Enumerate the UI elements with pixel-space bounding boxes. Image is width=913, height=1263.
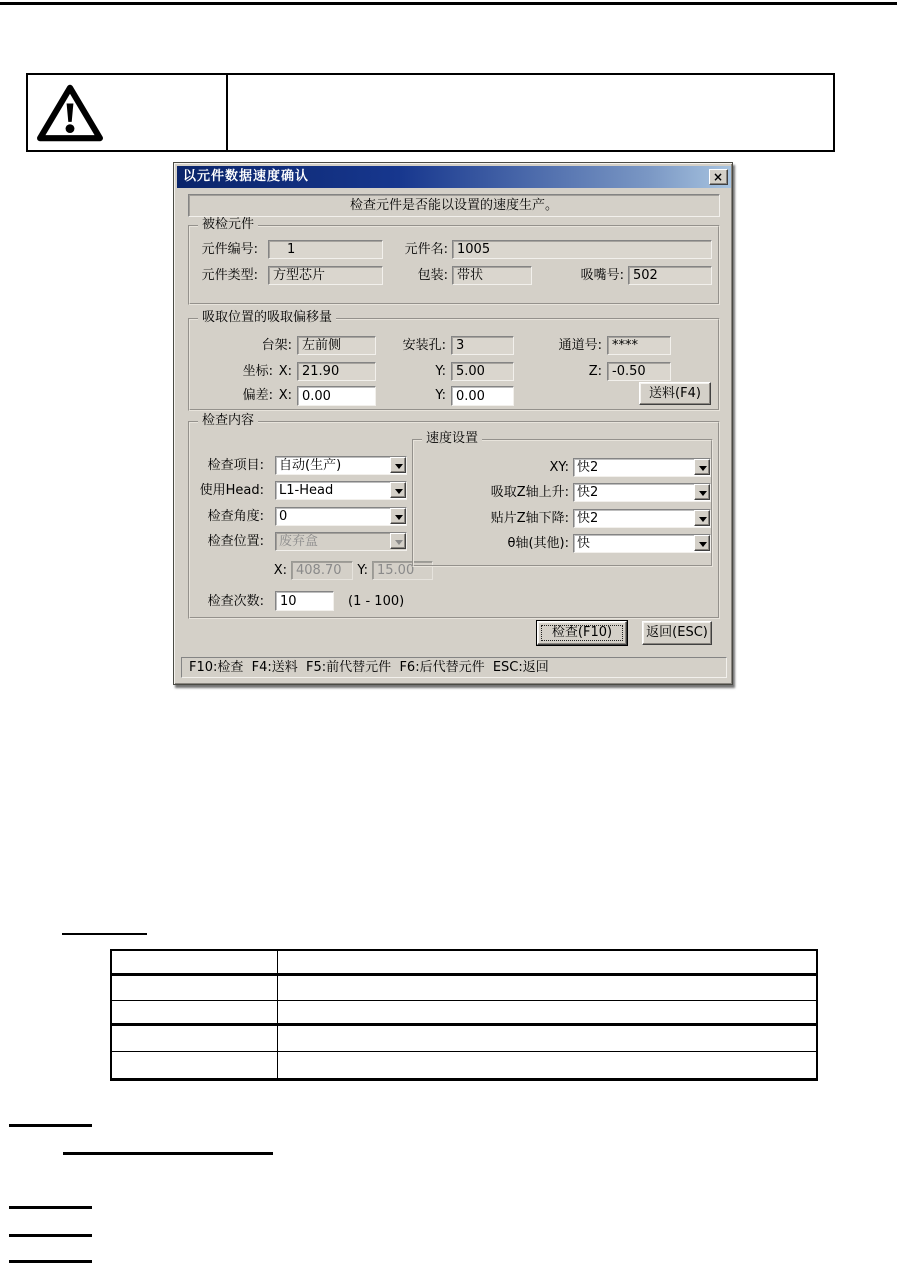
footnote-underline bbox=[63, 1152, 273, 1155]
table-cell bbox=[112, 1026, 278, 1051]
offset-y-input[interactable] bbox=[451, 386, 514, 406]
table-row bbox=[112, 1052, 816, 1078]
table-row bbox=[112, 1001, 816, 1026]
coord-z-field[interactable]: -0.50 bbox=[607, 362, 671, 381]
footnote-underline bbox=[9, 1206, 92, 1209]
offset-label: 偏差: bbox=[242, 388, 273, 403]
table-cell bbox=[278, 976, 816, 1000]
table-row bbox=[112, 976, 816, 1001]
group-check-title: 检查内容 bbox=[198, 414, 258, 428]
feed-button[interactable]: 送料(F4) bbox=[639, 382, 711, 405]
page-top-rule bbox=[0, 2, 897, 5]
speed-pickz-label: 吸取Z轴上升: bbox=[490, 485, 569, 500]
dialog-statusbar: F10:检查 F4:送料 F5:前代替元件 F6:后代替元件 ESC:返回 bbox=[181, 657, 727, 678]
check-item-label: 检查项目: bbox=[207, 458, 264, 473]
group-speed-settings bbox=[412, 431, 713, 567]
coord-y-field[interactable]: 5.00 bbox=[451, 362, 514, 381]
group-pickup-title: 吸取位置的吸取偏移量 bbox=[198, 311, 336, 325]
speed-theta-combo[interactable] bbox=[573, 534, 711, 553]
table-cell bbox=[278, 1026, 816, 1051]
channel-label: 通道号: bbox=[558, 338, 602, 353]
table-cell bbox=[112, 976, 278, 1000]
use-head-combo[interactable] bbox=[275, 481, 407, 500]
part-name-field[interactable]: 1005 bbox=[452, 240, 712, 259]
speed-xy-combo[interactable] bbox=[573, 458, 711, 477]
pos-y-field: 15.00 bbox=[372, 561, 433, 580]
check-angle-combo[interactable] bbox=[275, 507, 407, 526]
mount-hole-field[interactable]: 3 bbox=[451, 336, 514, 355]
check-position-label: 检查位置: bbox=[207, 534, 264, 549]
offset-x-label: X: bbox=[278, 388, 292, 403]
coord-label: 坐标: bbox=[242, 364, 273, 379]
footnote-underline bbox=[9, 1234, 92, 1237]
check-button[interactable]: 检查(F10) bbox=[537, 621, 627, 645]
table-row bbox=[112, 1026, 816, 1052]
chevron-down-icon[interactable] bbox=[694, 459, 710, 475]
check-count-input[interactable] bbox=[275, 591, 334, 611]
speed-pickz-combo[interactable] bbox=[573, 483, 711, 502]
package-field[interactable]: 带状 bbox=[452, 266, 532, 285]
channel-field[interactable]: **** bbox=[607, 336, 671, 355]
chevron-down-icon[interactable] bbox=[390, 482, 406, 498]
part-no-label: 元件编号: bbox=[201, 242, 258, 257]
speed-xy-value: 快2 bbox=[577, 460, 599, 475]
check-item-combo[interactable] bbox=[275, 456, 407, 475]
chevron-down-icon[interactable] bbox=[390, 457, 406, 473]
stage-label: 台架: bbox=[261, 338, 292, 353]
table-cell bbox=[112, 1001, 278, 1023]
part-name-label: 元件名: bbox=[404, 242, 448, 257]
group-inspected-component bbox=[188, 217, 720, 305]
mount-hole-label: 安装孔: bbox=[402, 338, 446, 353]
footnote-underline bbox=[9, 1124, 92, 1127]
speed-theta-label: θ轴(其他): bbox=[507, 536, 569, 551]
check-angle-value: 0 bbox=[279, 509, 288, 524]
dialog-title: 以元件数据速度确认 bbox=[183, 169, 310, 184]
nozzle-no-field[interactable]: 502 bbox=[628, 266, 712, 285]
speed-placez-label: 贴片Z轴下降: bbox=[490, 511, 569, 526]
back-button[interactable]: 返回(ESC) bbox=[642, 621, 712, 645]
speed-xy-label: XY: bbox=[549, 460, 569, 475]
chevron-down-icon bbox=[390, 533, 406, 549]
chevron-down-icon[interactable] bbox=[694, 484, 710, 500]
stage-field[interactable]: 左前侧 bbox=[297, 336, 376, 355]
dialog-message: 检查元件是否能以设置的速度生产。 bbox=[188, 194, 720, 217]
speed-placez-value: 快2 bbox=[577, 511, 599, 526]
check-item-value: 自动(生产) bbox=[279, 458, 342, 473]
table-cell bbox=[278, 1052, 816, 1078]
coord-x-field[interactable]: 21.90 bbox=[297, 362, 376, 381]
check-position-value: 废弃盒 bbox=[279, 534, 319, 549]
group-inspected-title: 被检元件 bbox=[198, 218, 258, 232]
group-check-content bbox=[188, 413, 720, 619]
table-row bbox=[112, 951, 816, 976]
table-cell bbox=[278, 951, 816, 973]
warning-box-text-cell bbox=[228, 75, 833, 150]
offset-x-input[interactable] bbox=[297, 386, 376, 406]
pos-y-label: Y: bbox=[357, 563, 368, 578]
speed-placez-combo[interactable] bbox=[573, 509, 711, 528]
pos-x-field: 408.70 bbox=[291, 561, 353, 580]
pos-x-label: X: bbox=[273, 563, 287, 578]
heading-underline bbox=[62, 933, 147, 935]
check-position-combo bbox=[275, 532, 407, 551]
speed-theta-value: 快 bbox=[577, 536, 591, 551]
speed-pickz-value: 快2 bbox=[577, 485, 599, 500]
chevron-down-icon[interactable] bbox=[694, 510, 710, 526]
part-type-field[interactable]: 方型芯片 bbox=[268, 266, 383, 285]
speed-confirm-dialog bbox=[173, 162, 733, 685]
chevron-down-icon[interactable] bbox=[694, 535, 710, 551]
coord-y-label: Y: bbox=[435, 364, 446, 379]
check-count-label: 检查次数: bbox=[207, 594, 264, 609]
check-count-range: (1 - 100) bbox=[348, 594, 405, 609]
close-icon[interactable]: × bbox=[709, 169, 728, 185]
warning-triangle-icon bbox=[36, 83, 104, 143]
offset-y-label: Y: bbox=[435, 388, 446, 403]
group-speed-title: 速度设置 bbox=[422, 432, 482, 446]
dialog-titlebar[interactable] bbox=[177, 166, 731, 188]
group-pickup-offset bbox=[188, 310, 720, 411]
package-label: 包装: bbox=[417, 268, 448, 283]
table-cell bbox=[278, 1001, 816, 1023]
chevron-down-icon[interactable] bbox=[390, 508, 406, 524]
warning-box bbox=[26, 73, 835, 152]
table-cell bbox=[112, 1052, 278, 1078]
table-cell bbox=[112, 951, 278, 973]
warning-box-icon-cell bbox=[28, 75, 228, 150]
coord-z-label: Z: bbox=[588, 364, 602, 379]
use-head-label: 使用Head: bbox=[199, 483, 264, 498]
document-table bbox=[110, 949, 818, 1081]
coord-x-label: X: bbox=[278, 364, 292, 379]
use-head-value: L1-Head bbox=[279, 483, 334, 498]
check-angle-label: 检查角度: bbox=[207, 509, 264, 524]
part-no-field[interactable]: 1 bbox=[268, 240, 383, 259]
part-type-label: 元件类型: bbox=[201, 268, 258, 283]
nozzle-no-label: 吸嘴号: bbox=[580, 268, 624, 283]
